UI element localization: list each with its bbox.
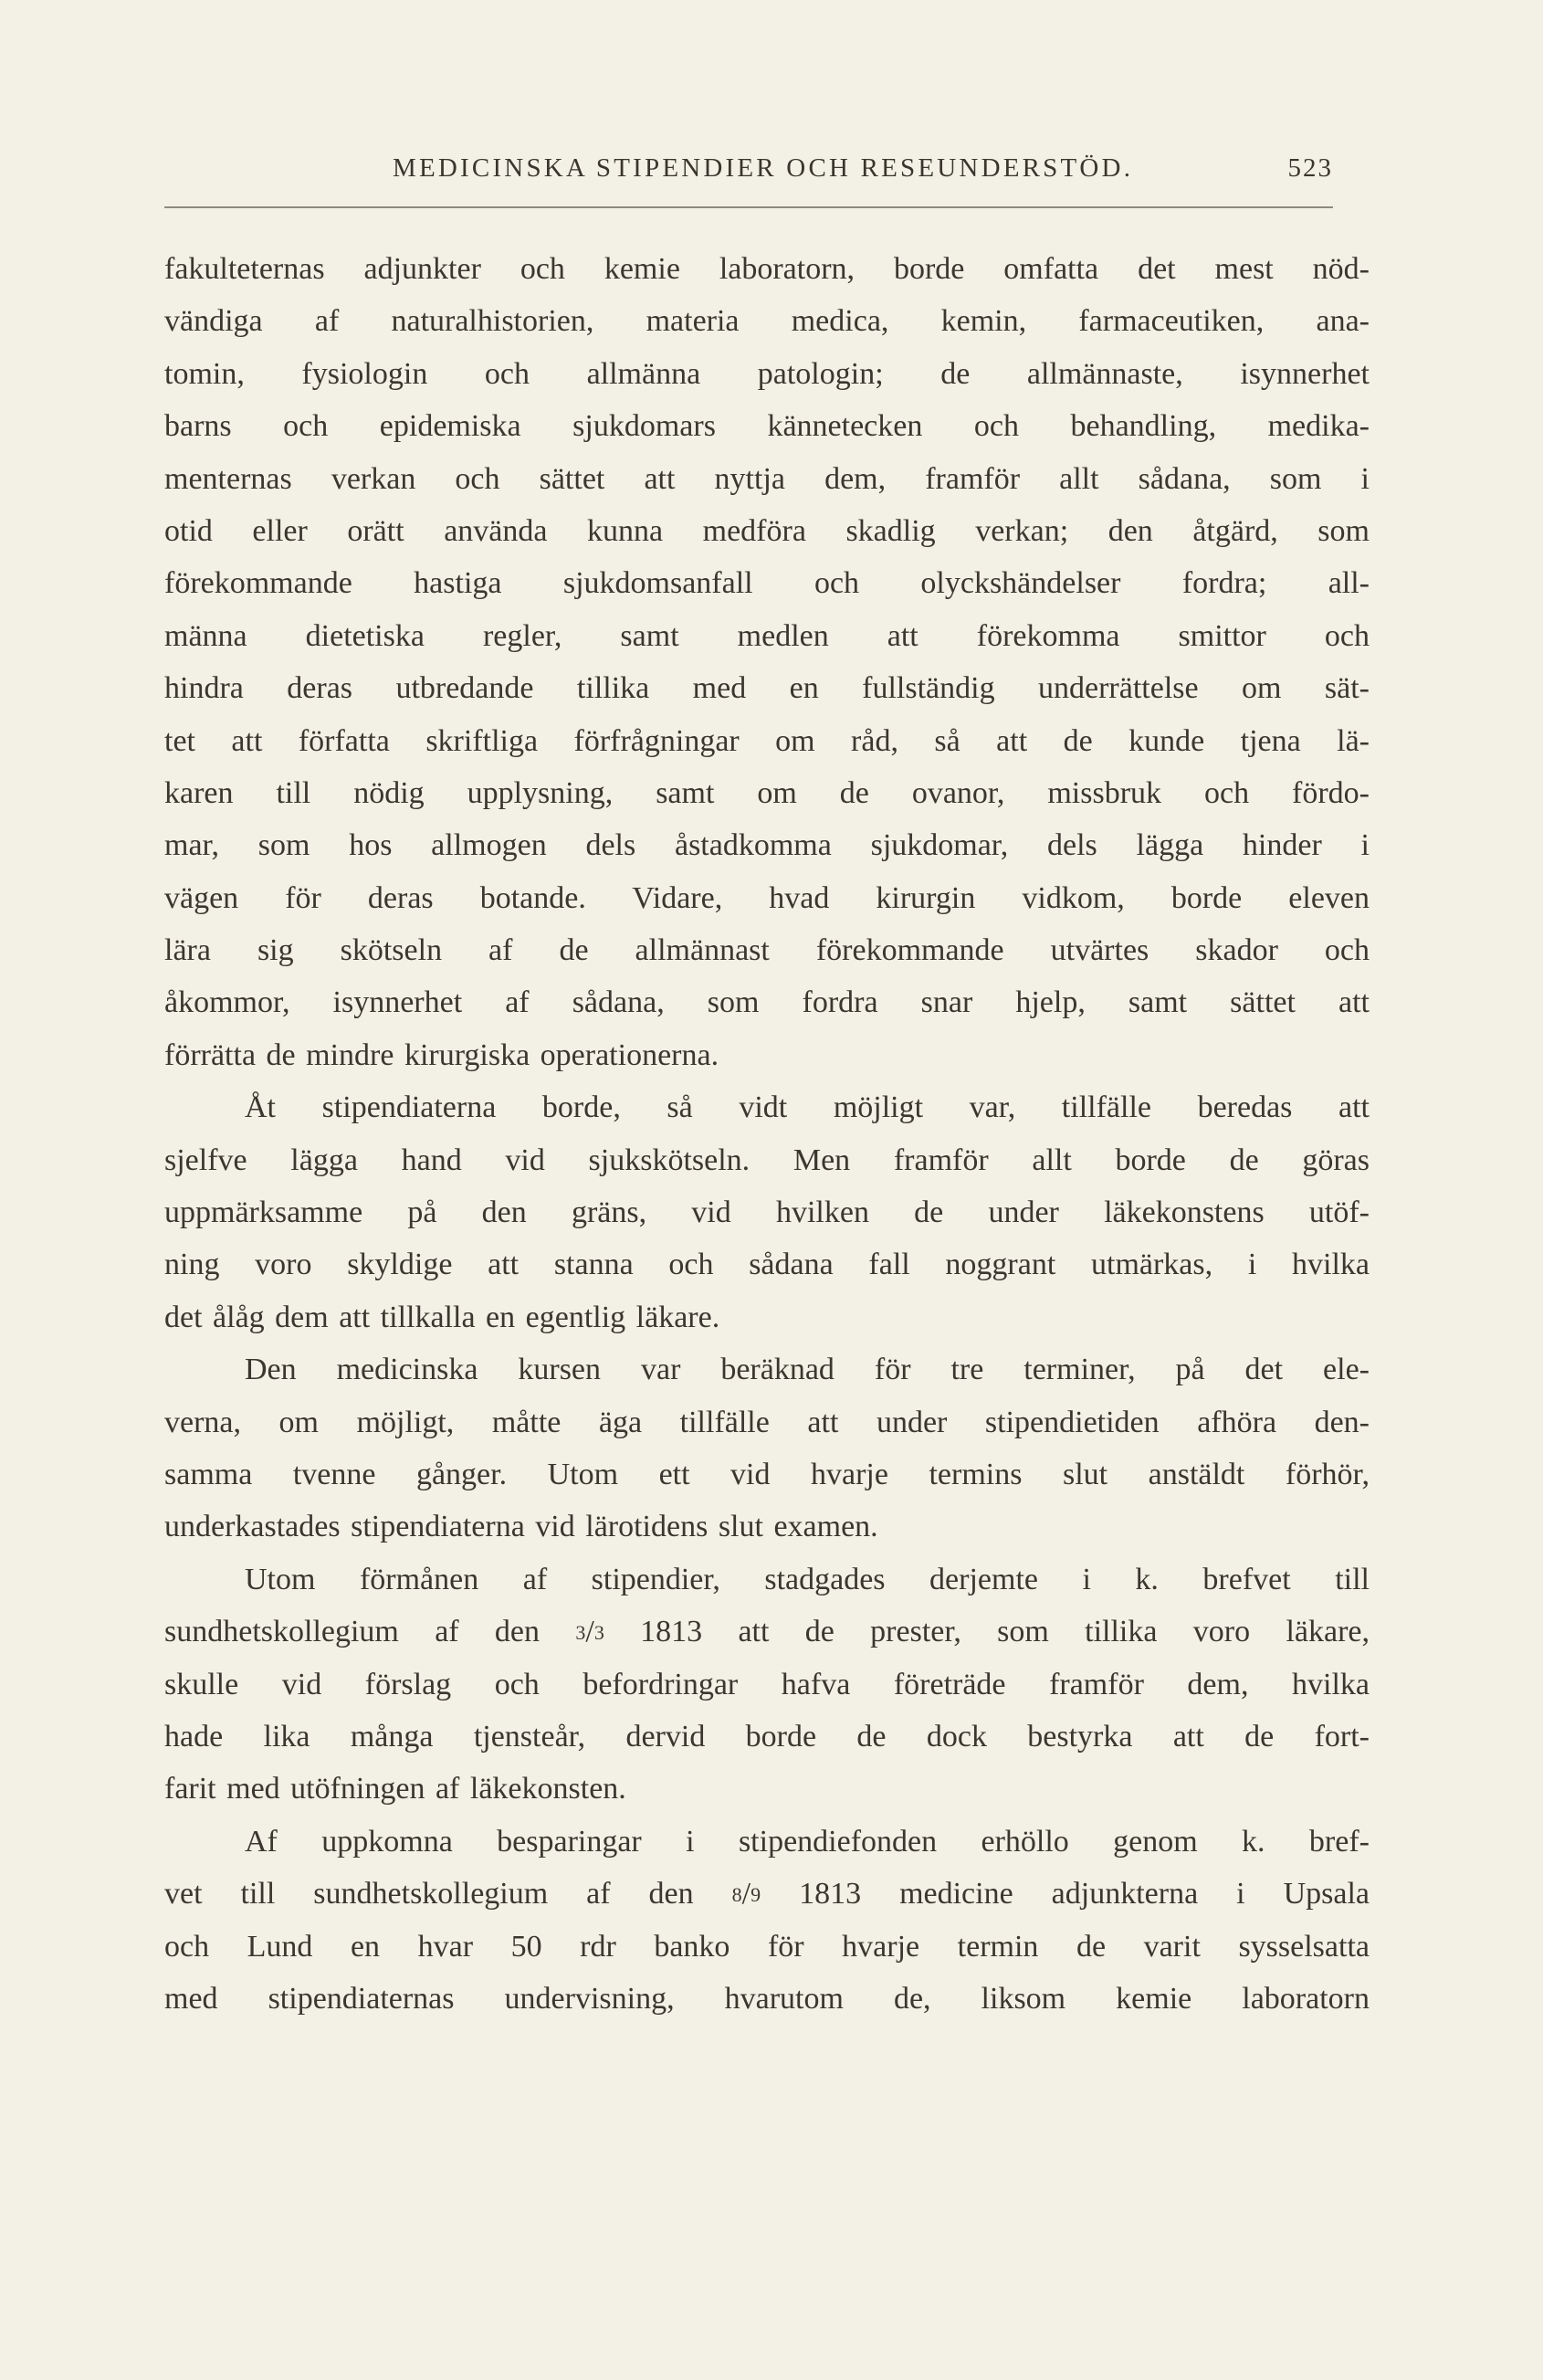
page-header <box>164 144 1333 188</box>
text-line: det ålåg dem att tillkalla en egentlig läkare. <box>164 1300 720 1334</box>
text-line: lära sig skötseln af de allmännast förekommande utvärtes skador och <box>164 933 1370 968</box>
text-line: och Lund en hvar 50 rdr banko för hvarje termin de varit sysselsatta <box>164 1929 1370 1964</box>
text-line: otid eller orätt använda kunna medföra skadlig verkan; den åtgärd, som <box>164 513 1370 548</box>
text-segment: vet till sundhetskollegium af den <box>164 1877 732 1911</box>
text-line: underkastades stipendiaterna vid lärotidens slut examen. <box>164 1510 878 1544</box>
text-line: samma tvenne gånger. Utom ett vid hvarje termins slut anstäldt förhör, <box>164 1457 1370 1491</box>
text-line: farit med utöfningen af läkekonsten. <box>164 1772 626 1806</box>
text-line: barns och epidemiska sjukdomars kännetecken och behandling, medika- <box>164 409 1370 444</box>
text-segment: 1813 att de prester, som tillika voro läkare, <box>604 1615 1370 1649</box>
text-segment: 1813 medicine adjunkterna i Upsala <box>761 1877 1370 1911</box>
fraction-denominator: 9 <box>751 1883 761 1907</box>
text-line: vändiga af naturalhistorien, materia medica, kemin, farmaceutiken, ana- <box>164 304 1370 339</box>
text-line: uppmärksamme på den gräns, vid hvilken de under läkekonstens utöf- <box>164 1195 1370 1230</box>
fraction-numerator: 3 <box>575 1621 586 1645</box>
fraction-numerator: 8 <box>731 1883 742 1907</box>
text-line: Den medicinska kursen var beräknad för tre terminer, på det ele- <box>245 1353 1370 1387</box>
text-line: fakulteternas adjunkter och kemie laboratorn, borde omfatta det mest nöd- <box>164 252 1370 286</box>
body-text <box>164 243 1370 2025</box>
text-line: tet att författa skriftliga förfrågningar om råd, så att de kunde tjena lä- <box>164 723 1370 758</box>
text-line <box>164 1606 1370 1658</box>
text-line: hade lika många tjensteår, dervid borde de dock bestyrka att de fort- <box>164 1719 1370 1753</box>
text-line: ning voro skyldige att stanna och sådana fall noggrant utmärkas, i hvilka <box>164 1248 1370 1282</box>
text-line: med stipendiaternas undervisning, hvarutom de, liksom kemie laboratorn <box>164 1981 1370 2016</box>
text-line: Åt stipendiaterna borde, så vidt möjligt var, tillfälle beredas att <box>245 1090 1370 1125</box>
text-line: mar, som hos allmogen dels åstadkomma sjukdomar, dels lägga hinder i <box>164 828 1370 863</box>
text-line: förrätta de mindre kirurgiska operationerna. <box>164 1037 719 1072</box>
text-segment: sundhetskollegium af den <box>164 1615 576 1649</box>
header-rule <box>164 206 1333 208</box>
text-line: tomin, fysiologin och allmänna patologin; de allmännaste, isynnerhet <box>164 356 1370 391</box>
page-number: 523 <box>1287 153 1333 183</box>
text-line: verna, om möjligt, måtte äga tillfälle att under stipendietiden afhöra den- <box>164 1405 1370 1439</box>
text-line <box>164 1868 1370 1920</box>
text-line: hindra deras utbredande tillika med en fullständig underrättelse om sät- <box>164 671 1370 706</box>
text-line: åkommor, isynnerhet af sådana, som fordra snar hjelp, samt sättet att <box>164 985 1370 1020</box>
text-line: skulle vid förslag och befordringar hafva företräde framför dem, hvilka <box>164 1667 1370 1701</box>
text-line: förekommande hastiga sjukdomsanfall och olyckshändelser fordra; all- <box>164 566 1370 601</box>
text-line: Af uppkomna besparingar i stipendiefonden erhöllo genom k. bref- <box>245 1824 1370 1859</box>
text-line: menternas verkan och sättet att nyttja dem, framför allt sådana, som i <box>164 461 1370 496</box>
text-line: männa dietetiska regler, samt medlen att förekomma smittor och <box>164 618 1370 653</box>
fraction-denominator: 3 <box>593 1621 604 1645</box>
text-line: Utom förmånen af stipendier, stadgades derjemte i k. brefvet till <box>245 1562 1370 1596</box>
running-title: MEDICINSKA STIPENDIER OCH RESEUNDERSTÖD. <box>393 153 1134 183</box>
fraction-slash: / <box>741 1877 751 1911</box>
fraction-slash: / <box>585 1615 594 1649</box>
text-line: karen till nödig upplysning, samt om de ovanor, missbruk och fördo- <box>164 775 1370 810</box>
text-line: sjelfve lägga hand vid sjukskötseln. Men framför allt borde de göras <box>164 1143 1370 1177</box>
text-line: vägen för deras botande. Vidare, hvad kirurgin vidkom, borde eleven <box>164 880 1370 915</box>
